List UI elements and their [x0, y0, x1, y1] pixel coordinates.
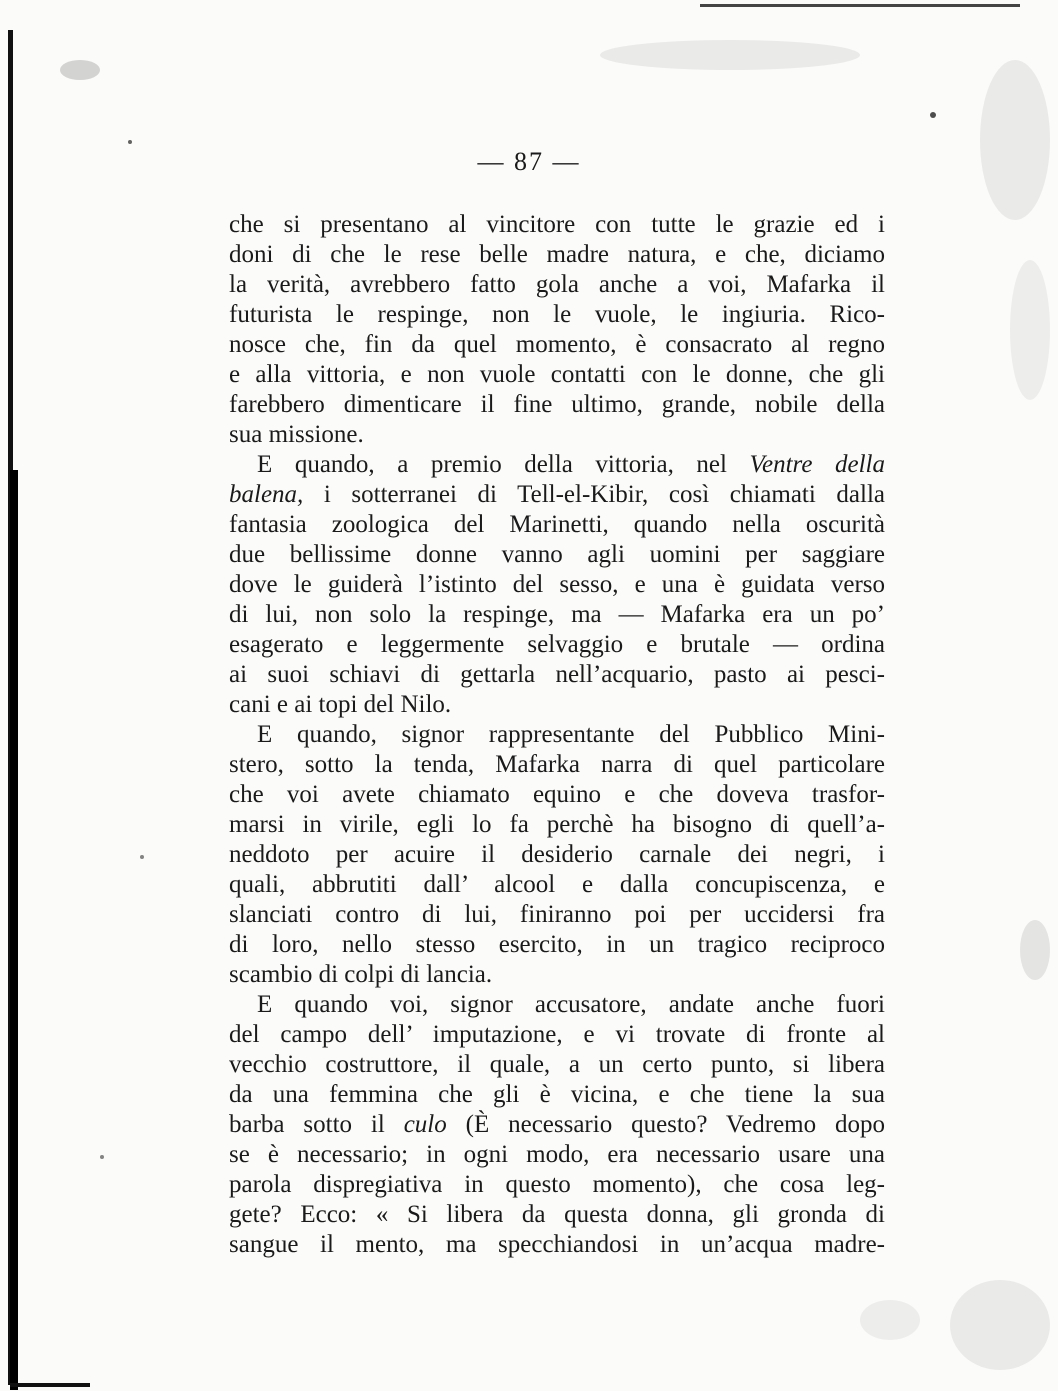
text-line	[229, 450, 885, 480]
text-line: farebbero dimenticare il fine ultimo, grande, nobile della	[229, 391, 885, 418]
scan-speckle	[860, 1300, 920, 1340]
text-line: da una femmina che gli è vicina, e che tiene la sua	[229, 1081, 885, 1108]
text-run: i sotterranei di Tell-el-Kibir, così chiamati dalla	[303, 481, 885, 508]
scan-speckle	[930, 112, 936, 118]
text-line: che voi avete chiamato equino e che doveva trasfor-	[229, 781, 885, 808]
text-line: nosce che, fin da quel momento, è consacrato al regno	[229, 331, 885, 358]
text-line: e alla vittoria, e non vuole contatti con le donne, che gli	[229, 361, 885, 388]
text-line: cani e ai topi del Nilo.	[229, 691, 452, 718]
scan-speckle	[140, 855, 144, 859]
text-line: vecchio costruttore, il quale, a un certo punto, si libera	[229, 1051, 885, 1078]
text-line: neddoto per acuire il desiderio carnale dei negri, i	[229, 841, 885, 868]
body-text	[229, 210, 885, 1260]
binding-shadow	[10, 470, 18, 1390]
text-line: se è necessario; in ogni modo, era necessario usare una	[229, 1141, 885, 1168]
text-line: di lui, non solo la respinge, ma — Mafarka era un po’	[229, 601, 885, 628]
text-line: E quando, signor rappresentante del Pubblico Mini-	[257, 721, 885, 748]
text-line: sua missione.	[229, 421, 364, 448]
text-line: esagerato e leggermente selvaggio e brutale — ordina	[229, 631, 885, 658]
text-line: E quando voi, signor accusatore, andate anche fuori	[257, 991, 885, 1018]
scan-speckle	[1020, 920, 1050, 980]
text-line: sangue il mento, ma specchiandosi in un’acqua madre-	[229, 1231, 885, 1258]
italic-word: culo	[403, 1111, 447, 1138]
text-line: la verità, avrebbero fatto gola anche a voi, Mafarka il	[229, 271, 885, 298]
text-line: gete? Ecco: « Si libera da questa donna, gli gronda di	[229, 1201, 885, 1228]
scan-speckle	[600, 40, 860, 70]
text-line	[229, 1110, 885, 1140]
scan-speckle	[950, 1280, 1050, 1370]
italic-title: balena,	[229, 481, 304, 508]
text-line: slanciati contro di lui, finiranno poi per uccidersi fra	[229, 901, 885, 928]
scan-speckle	[128, 140, 132, 144]
scan-speckle	[980, 60, 1050, 220]
scan-speckle	[60, 60, 100, 80]
text-line: di loro, nello stesso esercito, in un tragico reciproco	[229, 931, 885, 958]
text-line: fantasia zoologica del Marinetti, quando nella oscurità	[229, 511, 885, 538]
page-number: — 87 —	[477, 147, 581, 176]
italic-title: Ventre della	[749, 451, 885, 478]
text-run: (È necessario questo? Vedremo dopo	[446, 1111, 886, 1138]
text-line: doni di che le rese belle madre natura, e che, diciamo	[229, 241, 885, 268]
page-top-edge	[700, 4, 1020, 7]
text-run: barba sotto il	[229, 1111, 404, 1138]
text-line: stero, sotto la tenda, Mafarka narra di quel particolare	[229, 751, 885, 778]
scan-speckle	[1010, 260, 1050, 400]
text-line: due bellissime donne vanno agli uomini per saggiare	[229, 541, 885, 568]
text-line: del campo dell’ imputazione, e vi trovate di fronte al	[229, 1021, 885, 1048]
text-run: E quando, a premio della vittoria, nel	[257, 451, 750, 478]
text-line: marsi in virile, egli lo fa perchè ha bisogno di quell’a-	[229, 811, 885, 838]
text-line: parola dispregiativa in questo momento), che cosa leg-	[229, 1171, 885, 1198]
scan-speckle	[100, 1155, 104, 1159]
text-line: ai suoi schiavi di gettarla nell’acquario, pasto ai pesci-	[229, 661, 885, 688]
text-line: scambio di colpi di lancia.	[229, 961, 493, 988]
text-line: che si presentano al vincitore con tutte le grazie ed i	[229, 211, 885, 238]
text-line	[229, 480, 885, 510]
text-line: futurista le respinge, non le vuole, le ingiuria. Rico-	[229, 301, 885, 328]
page-bottom-edge	[10, 1383, 90, 1387]
text-line: dove le guiderà l’istinto del sesso, e una è guidata verso	[229, 571, 885, 598]
text-line: quali, abbrutiti dall’ alcool e dalla concupiscenza, e	[229, 871, 885, 898]
